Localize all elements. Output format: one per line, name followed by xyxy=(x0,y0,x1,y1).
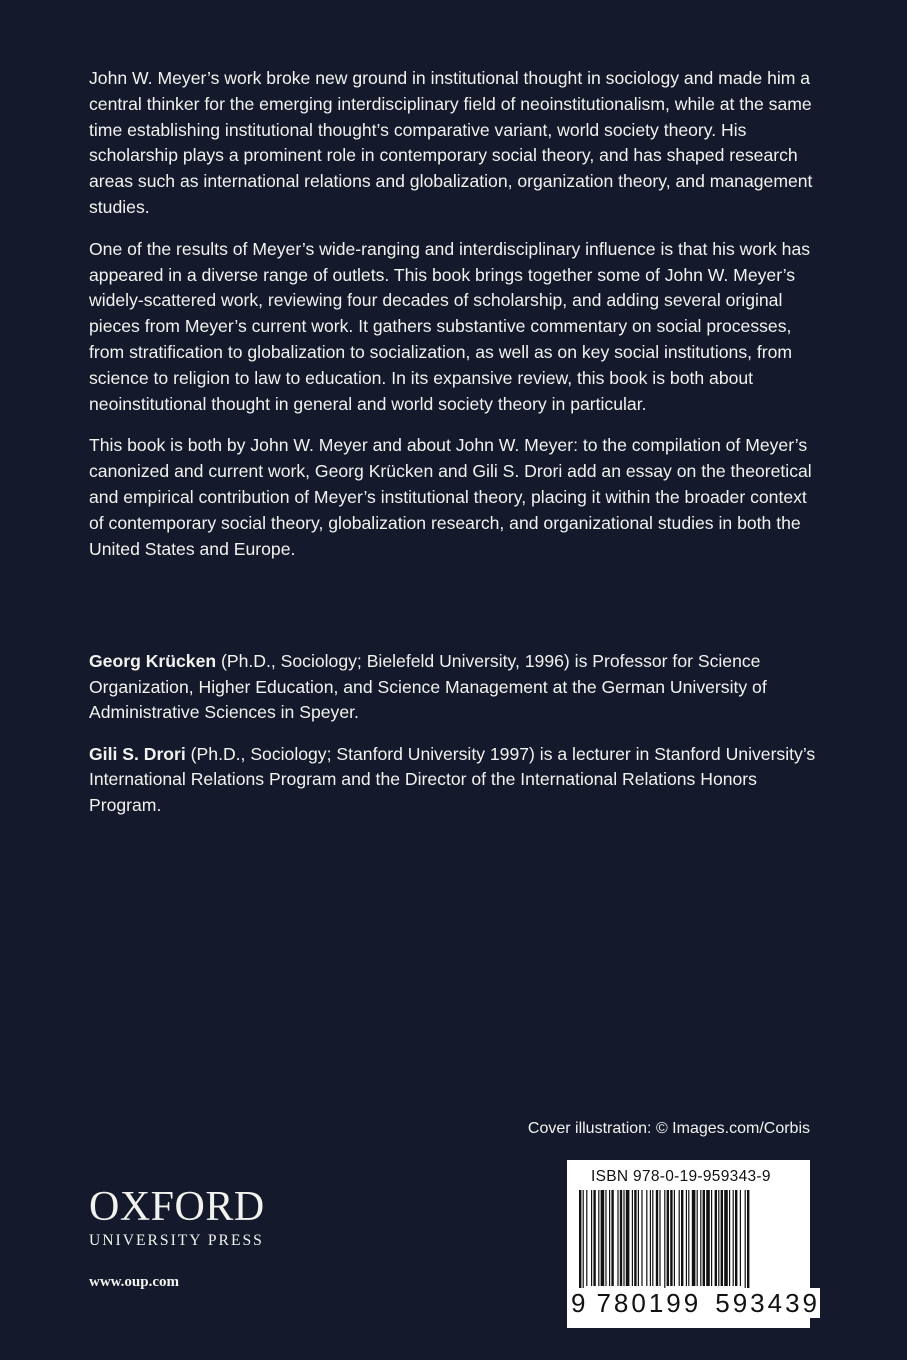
publisher-logo xyxy=(89,1186,265,1250)
barcode-bar xyxy=(632,1190,633,1286)
cover-credit: Cover illustration: © Images.com/Corbis xyxy=(527,1120,810,1137)
barcode-digits-right: 593439 xyxy=(715,1288,820,1318)
barcode-bar xyxy=(659,1190,660,1286)
author-bio xyxy=(89,742,824,819)
blurb xyxy=(89,66,824,578)
barcode-bar xyxy=(686,1190,687,1286)
author-bios xyxy=(89,649,824,835)
barcode-bar xyxy=(735,1190,737,1286)
barcode-bar xyxy=(583,1190,584,1296)
barcode-bar xyxy=(626,1190,630,1286)
barcode-bar xyxy=(605,1190,606,1286)
isbn-label: ISBN 978-0-19-959343-9 xyxy=(591,1168,771,1185)
barcode-bar xyxy=(670,1190,672,1286)
barcode-bar xyxy=(579,1190,581,1296)
barcode-bar xyxy=(692,1190,696,1286)
barcode-bar xyxy=(697,1190,698,1286)
barcode-digit-first: 9 xyxy=(571,1288,587,1318)
barcode-bar xyxy=(740,1190,741,1286)
barcode-bar xyxy=(721,1190,723,1286)
barcode-digits-left: 780199 xyxy=(596,1288,702,1318)
barcode-bar xyxy=(601,1190,605,1286)
barcode-bar xyxy=(724,1190,728,1286)
barcode-bar xyxy=(706,1190,710,1286)
barcode-bar xyxy=(634,1190,636,1286)
barcode-bar xyxy=(688,1190,689,1286)
barcode-bar xyxy=(733,1190,734,1286)
barcode-bar xyxy=(674,1190,675,1286)
blurb-paragraph-2: One of the results of Meyer’s wide-ranging and interdisciplinary influence is that his work has appeared in a diverse range of outlets. This book brings together some of John W. Meyer’s widely-scattered work, reviewing four decades of scholarship, and adding several original pieces from Meyer’s current work. It gathers substantive commentary on social processes, from stratification to globalization to socialization, as well as on key social institutions, from science to religion to law to education. In its expansive review, this book is both about neoinstitutional thought in general and world society theory in particular. xyxy=(89,238,811,414)
barcode-digits xyxy=(571,1288,820,1319)
author-name: Gili S. Drori xyxy=(89,743,186,764)
author-bio xyxy=(89,649,824,726)
barcode-bar xyxy=(656,1190,658,1286)
barcode-bar xyxy=(715,1190,717,1286)
barcode-bar xyxy=(703,1190,705,1286)
barcode-bar xyxy=(681,1190,683,1286)
barcode-bar xyxy=(646,1190,647,1286)
barcode-bar xyxy=(611,1190,613,1286)
barcode-bar xyxy=(641,1190,642,1286)
barcode-bar xyxy=(664,1190,665,1296)
author-name: Georg Krücken xyxy=(89,651,217,671)
barcode-bar xyxy=(747,1190,749,1296)
barcode-bar xyxy=(623,1190,624,1286)
barcode-bar xyxy=(700,1190,701,1286)
author-bio-text: (Ph.D., Sociology; Bielefeld University, 1996) is Professor for Science Organization, Higher Education, and Science Management at the German University of Administrative Sciences in Speyer. xyxy=(89,651,767,723)
barcode-bar xyxy=(609,1190,610,1286)
barcode-bar xyxy=(745,1190,746,1296)
barcode-bar xyxy=(667,1190,669,1286)
barcode-bar xyxy=(652,1190,653,1286)
barcode-bar xyxy=(650,1190,651,1286)
barcode-bar xyxy=(598,1190,599,1286)
barcode-bar xyxy=(718,1190,719,1286)
publisher-name: OXFORD xyxy=(89,1184,265,1230)
barcode-bar xyxy=(617,1190,618,1286)
isbn-barcode xyxy=(567,1160,820,1328)
blurb-paragraph-3: This book is both by John W. Meyer and about John W. Meyer: to the compilation of Meyer’s canonized and current work, Georg Krücken and Gili S. Drori add an essay on the theoretical and empirical contribution of Meyer’s institutional theory, placing it within the broader context of contemporary social theory, globalization research, and organizational studies in both the United States and Europe. xyxy=(89,435,812,559)
barcode-bar xyxy=(729,1190,730,1286)
barcode-bar xyxy=(679,1190,680,1286)
barcode-bar xyxy=(638,1190,639,1286)
publisher-url: www.oup.com xyxy=(89,1274,180,1290)
publisher-subname: UNIVERSITY PRESS xyxy=(89,1232,264,1249)
barcode-bar xyxy=(711,1190,712,1286)
barcode-bar xyxy=(586,1190,587,1286)
blurb-paragraph-1: John W. Meyer’s work broke new ground in institutional thought in sociology and made him a central thinker for the emerging interdisciplinary field of neoinstitutionalism, while at the same time establishing institutional thought’s comparative variant, world society theory. His scholarship plays a prominent role in contemporary social theory, and has shaped research areas such as international relations and globalization, organization theory, and management studies. xyxy=(89,68,813,217)
barcode-bar xyxy=(593,1190,595,1286)
barcode-bar xyxy=(620,1190,622,1286)
author-bio-text: (Ph.D., Sociology; Stanford University 1997) is a lecturer in Stanford University’s International Relations Program and the Director of the International Relations Honors Program. xyxy=(89,743,816,815)
barcode-bar xyxy=(591,1190,592,1286)
barcode-bars xyxy=(577,1190,803,1296)
